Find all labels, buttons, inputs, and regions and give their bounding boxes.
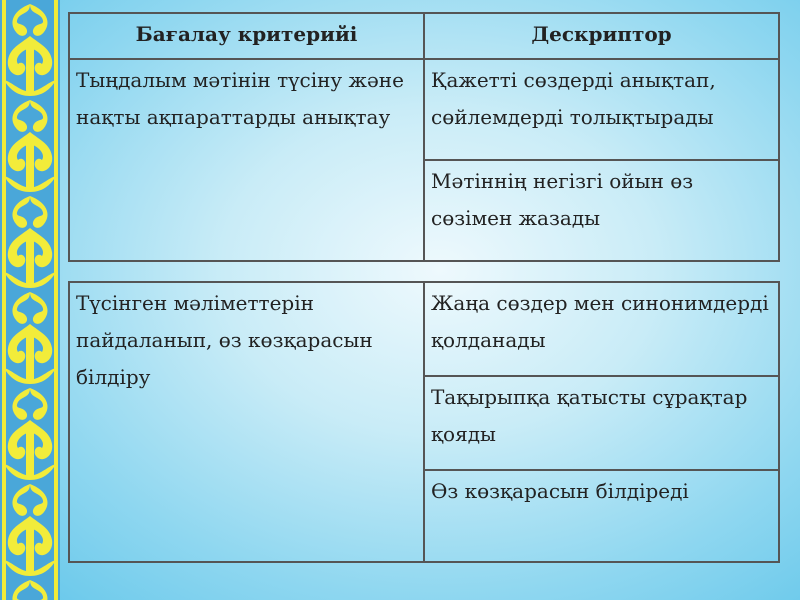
descriptor-cell: Тақырыпқа қатысты сұрақтар қояды bbox=[424, 376, 779, 470]
table-row bbox=[69, 59, 779, 160]
descriptor-cell: Мәтіннің негізгі ойын өз сөзімен жазады bbox=[424, 160, 779, 261]
table-header-row bbox=[69, 13, 779, 59]
criterion-cell: Түсінген мәліметтерін пайдаланып, өз көзқарасын білдіру bbox=[69, 282, 424, 562]
ornament-pattern-icon bbox=[0, 0, 60, 600]
descriptor-cell: Өз көзқарасын білдіреді bbox=[424, 470, 779, 562]
descriptor-cell: Қажетті сөздерді анықтап, сөйлемдерді толықтырады bbox=[424, 59, 779, 160]
descriptor-cell: Жаңа сөздер мен синонимдерді қолданады bbox=[424, 282, 779, 376]
decorative-ornament-border bbox=[0, 0, 60, 600]
criterion-cell: Тыңдалым мәтінін түсіну және нақты ақпараттарды анықтау bbox=[69, 59, 424, 261]
criteria-table-bottom bbox=[68, 281, 780, 563]
table-row bbox=[69, 282, 779, 376]
criteria-table-top bbox=[68, 12, 780, 262]
header-criterion: Бағалау критерийі bbox=[69, 13, 424, 59]
header-descriptor: Дескриптор bbox=[424, 13, 779, 59]
